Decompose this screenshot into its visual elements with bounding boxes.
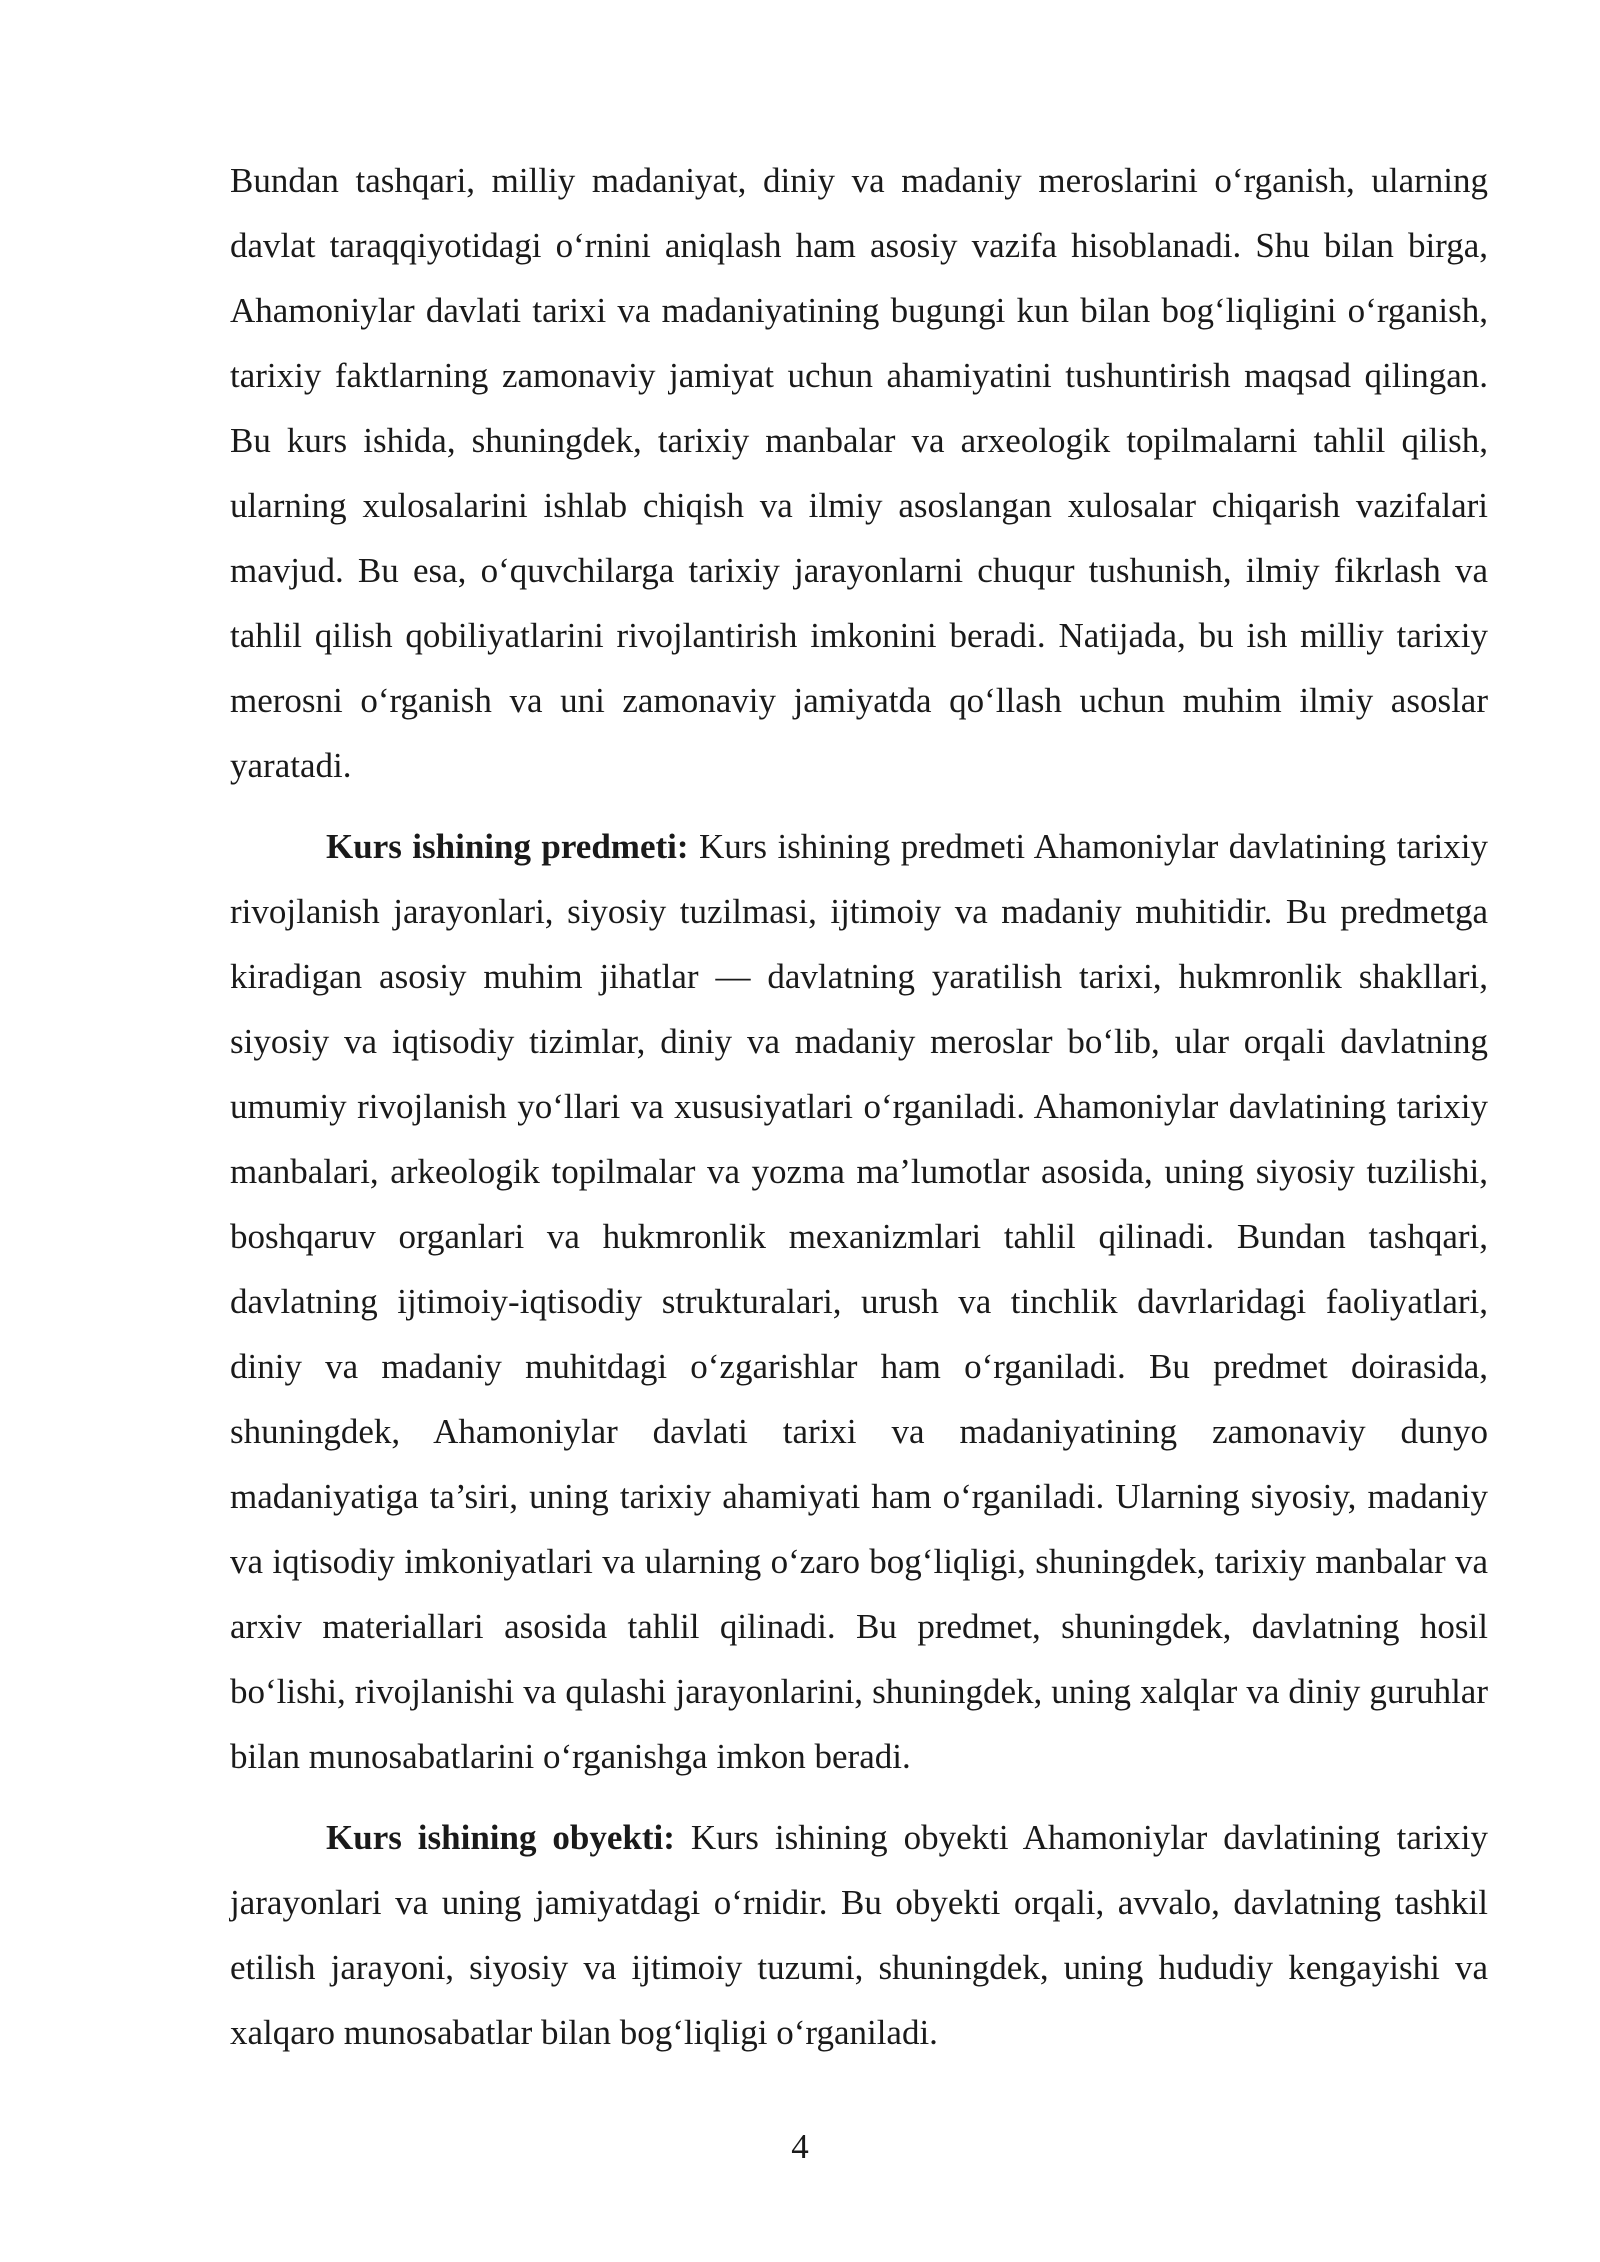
paragraph-subject bbox=[230, 814, 1488, 1789]
paragraph-object bbox=[230, 1805, 1488, 2065]
paragraph-text: Bundan tashqari, milliy madaniyat, diniy va madaniy meroslarini o‘rganish, ularning davlat taraqqiyotidagi o‘rnini aniqlash ham asosiy vazifa hisoblanadi. Shu bilan birga, Ahamoniylar davlati tarixi va madaniyatining bugungi kun bilan bog‘liqligini o‘rganish, tarixiy faktlarning zamonaviy jamiyat uchun ahamiyatini tushuntirish maqsad qilingan. Bu kurs ishida, shuningdek, tarixiy manbalar va arxeologik topilmalarni tahlil qilish, ularning xulosalarini ishlab chiqish va ilmiy asoslangan xulosalar chiqarish vazifalari mavjud. Bu esa, o‘quvchilarga tarixiy jarayonlarni chuqur tushunish, ilmiy fikrlash va tahlil qilish qobiliyatlarini rivojlantirish imkonini beradi. Natijada, bu ish milliy tarixiy merosni o‘rganish va uni zamonaviy jamiyatda qo‘llash uchun muhim ilmiy asoslar yaratadi. bbox=[230, 161, 1488, 785]
paragraph-text: Kurs ishining obyekti Ahamoniylar davlatining tarixiy jarayonlari va uning jamiyatdagi o‘rnidir. Bu obyekti orqali, avvalo, davlatning tashkil etilish jarayoni, siyosiy va ijtimoiy tuzumi, shuningdek, uning hududiy kengayishi va xalqaro munosabatlar bilan bog‘liqligi o‘rganiladi. bbox=[230, 1818, 1488, 2052]
document-body bbox=[230, 148, 1488, 2065]
paragraph-tasks-continued bbox=[230, 148, 1488, 798]
paragraph-heading-object: Kurs ishining obyekti: bbox=[326, 1818, 675, 1857]
paragraph-heading-subject: Kurs ishining predmeti: bbox=[326, 827, 689, 866]
paragraph-text: Kurs ishining predmeti Ahamoniylar davlatining tarixiy rivojlanish jarayonlari, siyosiy tuzilmasi, ijtimoiy va madaniy muhitidir. Bu predmetga kiradigan asosiy muhim jihatlar — davlatning yaratilish tarixi, hukmronlik shakllari, siyosiy va iqtisodiy tizimlar, diniy va madaniy meroslar bo‘lib, ular orqali davlatning umumiy rivojlanish yo‘llari va xususiyatlari o‘rganiladi. Ahamoniylar davlatining tarixiy manbalari, arkeologik topilmalar va yozma ma’lumotlar asosida, uning siyosiy tuzilishi, boshqaruv organlari va hukmronlik mexanizmlari tahlil qilinadi. Bundan tashqari, davlatning ijtimoiy-iqtisodiy strukturalari, urush va tinchlik davrlaridagi faoliyatlari, diniy va madaniy muhitdagi o‘zgarishlar ham o‘rganiladi. Bu predmet doirasida, shuningdek, Ahamoniylar davlati tarixi va madaniyatining zamonaviy dunyo madaniyatiga ta’siri, uning tarixiy ahamiyati ham o‘rganiladi. Ularning siyosiy, madaniy va iqtisodiy imkoniyatlari va ularning o‘zaro bog‘liqligi, shuningdek, tarixiy manbalar va arxiv materiallari asosida tahlil qilinadi. Bu predmet, shuningdek, davlatning hosil bo‘lishi, rivojlanishi va qulashi jarayonlarini, shuningdek, uning xalqlar va diniy guruhlar bilan munosabatlarini o‘rganishga imkon beradi. bbox=[230, 827, 1488, 1776]
page-number: 4 bbox=[791, 2127, 809, 2166]
